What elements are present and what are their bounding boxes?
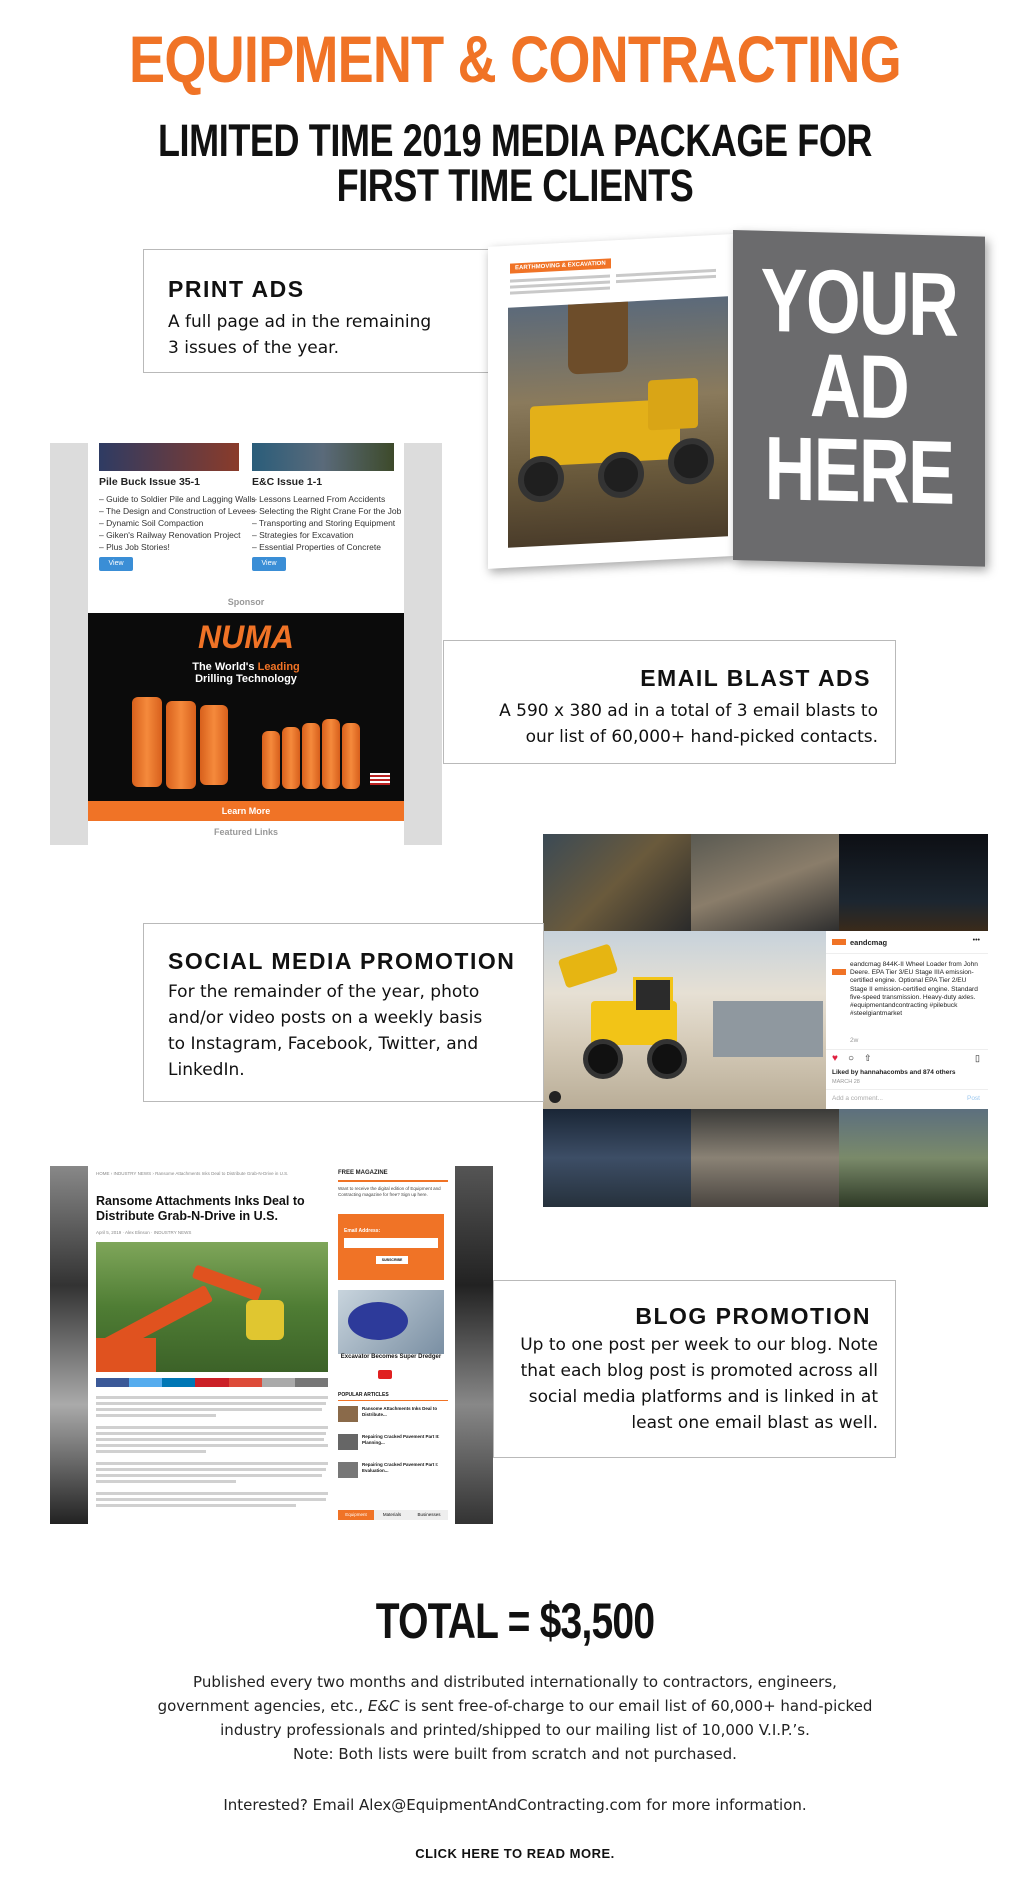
numa-sponsor-ad[interactable] <box>88 613 404 801</box>
issue-1-list <box>99 493 256 553</box>
bookmark-icon[interactable]: ▯ <box>975 1053 980 1063</box>
list-item: – Lessons Learned From Accidents <box>252 494 386 504</box>
post-button[interactable]: Post <box>966 1095 980 1102</box>
user-tag-icon <box>549 1091 561 1103</box>
your-ad-here-page <box>733 230 985 567</box>
popular-article-link[interactable]: Ransome Attachments Inks Deal to Distribute... <box>362 1406 438 1417</box>
email-newsletter-screenshot <box>50 443 442 845</box>
email-blast-heading: EMAIL BLAST ADS <box>640 665 871 691</box>
list-item: – Essential Properties of Concrete <box>252 542 381 552</box>
contact-email-text[interactable]: Interested? Email Alex@EquipmentAndContracting.com for more information. <box>223 1796 807 1814</box>
instagram-caption: eandcmag 844K-II Wheel Loader from John Deere. EPA Tier 3/EU Stage IIIA emission-certified engine. Optional EPA Tier 2/EU Stage II emission-certified engine. Standard five-speed transmission. Heavy-duty axles. #equipmentandcontracting #pilebuck #steelgiantmarket <box>850 961 978 1018</box>
subscribe-button[interactable]: SUBSCRIBE <box>376 1256 408 1264</box>
magazine-left-page <box>488 234 733 569</box>
list-item: – Plus Job Stories! <box>99 542 170 552</box>
comment-input[interactable]: Add a comment... <box>832 1095 883 1102</box>
read-more-link[interactable]: CLICK HERE TO READ MORE. <box>415 1846 615 1861</box>
email-label: Email Address: <box>344 1228 381 1234</box>
social-media-heading: SOCIAL MEDIA PROMOTION <box>168 948 516 974</box>
magazine-mockup <box>488 222 988 567</box>
list-item: – Giken's Railway Renovation Project <box>99 530 241 540</box>
more-options-icon[interactable]: ••• <box>972 937 980 944</box>
blog-promotion-heading: BLOG PROMOTION <box>635 1303 871 1329</box>
sponsor-label: Sponsor <box>227 597 265 607</box>
popular-article-link[interactable]: Repairing Cracked Pavement Part I: Evaluation... <box>362 1462 439 1473</box>
print-ads-heading: PRINT ADS <box>168 276 305 302</box>
instagram-account[interactable]: eandcmag <box>850 938 888 947</box>
magazine-section-tag: EARTHMOVING & EXCAVATION <box>510 258 611 273</box>
comment-icon[interactable]: ○ <box>848 1053 855 1064</box>
avatar <box>832 939 846 945</box>
hammer-image <box>342 723 360 789</box>
your-ad-here-text: YOUR AD HERE <box>760 250 958 524</box>
list-item: – Dynamic Soil Compaction <box>99 518 204 528</box>
grab-n-drive-photo <box>96 1242 328 1372</box>
dredger-promo-image[interactable] <box>338 1290 444 1354</box>
hammer-image <box>262 731 280 789</box>
numa-logo: NUMA <box>198 619 294 655</box>
issue-2-view-button[interactable]: View <box>252 557 286 571</box>
hammer-image <box>132 697 162 787</box>
likes-count: Liked by hannahacombs and 874 others <box>832 1069 956 1076</box>
sidebar-free-magazine-heading: FREE MAGAZINE <box>338 1170 388 1176</box>
list-item: – The Design and Construction of Levees <box>99 506 256 516</box>
dredger-promo-caption[interactable]: Excavator Becomes Super Dredger <box>340 1354 442 1360</box>
share-icon[interactable]: ⇧ <box>864 1053 872 1063</box>
issue-1-view-button[interactable]: View <box>99 557 133 571</box>
share-bar[interactable] <box>96 1378 328 1387</box>
total-price: TOTAL = $3,500 <box>375 1593 655 1649</box>
list-item: – Guide to Soldier Pile and Lagging Walls <box>99 494 256 504</box>
tab-equipment[interactable]: Equipment <box>338 1510 374 1520</box>
blog-promotion-description: Up to one post per week to our blog. Note that each blog post is promoted across all social media platforms and is linked in at least one email blast as well. <box>520 1335 878 1433</box>
blog-article-title[interactable]: Ransome Attachments Inks Deal to Distribute Grab-N-Drive in U.S. <box>96 1194 305 1223</box>
list-item: – Strategies for Excavation <box>252 530 354 540</box>
subscribe-form <box>338 1214 444 1280</box>
hammer-image <box>200 705 228 785</box>
post-date: MARCH 28 <box>832 1079 860 1085</box>
email-blast-box <box>443 640 896 764</box>
post-age: 2w <box>850 1037 859 1044</box>
breadcrumb[interactable]: HOME › INDUSTRY NEWS › Ransome Attachments Inks Deal to Distribute Grab-N-Drive in U.S. <box>96 1171 289 1176</box>
print-ads-description: A full page ad in the remaining 3 issues of the year. <box>168 312 432 358</box>
instagram-sidebar <box>826 931 988 1109</box>
usa-flag-icon <box>370 773 390 785</box>
social-media-box <box>143 923 544 1102</box>
hammer-image <box>166 701 196 789</box>
page-subtitle: LIMITED TIME 2019 MEDIA PACKAGE FOR FIRST TIME CLIENTS <box>157 115 873 211</box>
featured-links-label: Featured Links <box>213 827 278 837</box>
print-ads-box <box>143 249 518 373</box>
list-item: – Transporting and Storing Equipment <box>252 518 396 528</box>
dump-truck-photo <box>508 296 728 548</box>
blog-screenshot <box>50 1166 493 1524</box>
social-media-description: For the remainder of the year, photo and/or video posts on a weekly basis to Instagram, Facebook, Twitter, and LinkedIn. <box>168 982 483 1080</box>
avatar <box>832 969 846 975</box>
list-item: – Selecting the Right Crane For the Job <box>252 506 402 516</box>
blog-article-meta: April 5, 2019 · Alex Elinson · INDUSTRY NEWS <box>96 1230 192 1235</box>
popular-article-link[interactable]: Repairing Cracked Pavement Part II: Planning... <box>362 1434 440 1445</box>
social-media-collage <box>543 834 988 1207</box>
tab-businesses[interactable]: Businesses <box>410 1510 448 1520</box>
email-blast-description: A 590 x 380 ad in a total of 3 email blasts to our list of 60,000+ hand-picked contacts. <box>499 701 878 747</box>
hammer-image <box>302 723 320 789</box>
hammer-image <box>322 719 340 789</box>
heart-icon[interactable]: ♥ <box>832 1053 838 1064</box>
blog-promotion-box <box>493 1280 896 1458</box>
wheel-loader-photo <box>543 931 826 1109</box>
tab-materials[interactable]: Materials <box>374 1510 410 1520</box>
email-input[interactable] <box>344 1238 438 1248</box>
sidebar-free-magazine-text: Want to receive the digital edition of Equipment and Contracting magazine for free? Sign up here. <box>338 1186 441 1197</box>
hammer-image <box>282 727 300 789</box>
issue-2-list <box>252 493 401 553</box>
issue-1-title: Pile Buck Issue 35-1 <box>99 476 200 488</box>
popular-articles-heading: POPULAR ARTICLES <box>338 1392 389 1398</box>
youtube-icon[interactable] <box>378 1370 392 1379</box>
instagram-post[interactable] <box>543 931 988 1109</box>
page-title: EQUIPMENT & CONTRACTING <box>129 22 901 96</box>
numa-tagline: The World's Leading Drilling Technology <box>192 661 300 685</box>
footer-description: Published every two months and distributed internationally to contractors, engineers, government agencies, etc., E&C is sent free-of-charge to our email list of 60,000+ hand-picked industry professionals and printed/shipped to our mailing list of 10,000 V.I.P.’s. Note: Both lists were built from scratch and not purchased. <box>157 1673 873 1763</box>
issue-2-title: E&C Issue 1-1 <box>252 476 323 488</box>
learn-more-button[interactable]: Learn More <box>88 801 404 821</box>
